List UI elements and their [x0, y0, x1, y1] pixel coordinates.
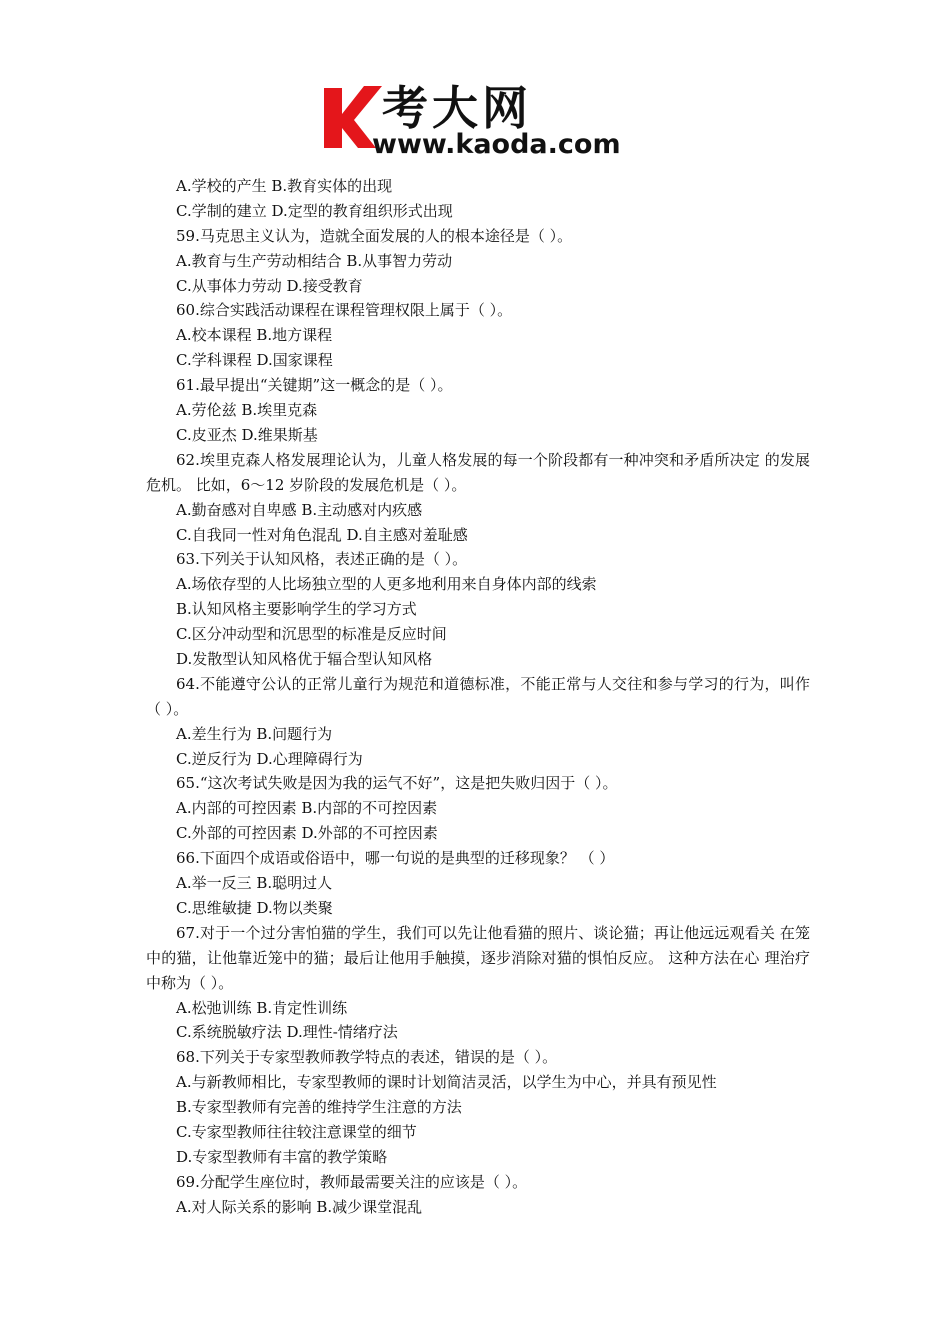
question-text: 63.下列关于认知风格，表述正确的是（ ）。 [176, 550, 468, 569]
question-text: 59.马克思主义认为，造就全面发展的人的根本途径是（ ）。 [176, 226, 573, 245]
question-text: 65.“这次考试失败是因为我的运气不好”，这是把失败归因于（ ）。 [176, 774, 618, 793]
option-text: D.发散型认知风格优于辐合型认知风格 [176, 649, 433, 668]
option-text: A.举一反三 B.聪明过人 [176, 874, 333, 892]
option-text: C.皮亚杰 D.维果斯基 [176, 425, 318, 444]
option-text: C.思维敏捷 D.物以类聚 [176, 898, 333, 917]
option-text: C.专家型教师往往较注意课堂的细节 [176, 1122, 417, 1141]
option-text: A.与新教师相比，专家型教师的课时计划简洁灵活，以学生为中心，并具有预见性 [176, 1073, 717, 1092]
option-text: C.外部的可控因素 D.外部的不可控因素 [176, 824, 438, 843]
option-text: C.自我同一性对角色混乱 D.自主感对羞耻感 [176, 525, 468, 544]
option-text: A.勤奋感对自卑感 B.主动感对内疚感 [176, 500, 423, 519]
option-text: C.学制的建立 D.定型的教育组织形式出现 [176, 201, 453, 220]
kaoda-logo [318, 82, 640, 160]
option-text: A.教育与生产劳动相结合 B.从事智力劳动 [176, 251, 453, 270]
option-text: C.从事体力劳动 D.接受教育 [176, 276, 363, 295]
option-text: A.学校的产生 B.教育实体的出现 [176, 177, 393, 195]
option-text: A.校本课程 B.地方课程 [176, 326, 333, 345]
question-text: 60.综合实践活动课程在课程管理权限上属于（ ）。 [176, 301, 513, 320]
document-body [146, 174, 810, 1220]
question-text: 64.不能遵守公认的正常儿童行为规范和道德标准，不能正常与人交往和参与学习的行为，叫作（ ）。 [146, 674, 810, 718]
option-text: A.对人际关系的影响 B.减少课堂混乱 [176, 1197, 423, 1216]
option-text: A.内部的可控因素 B.内部的不可控因素 [176, 799, 438, 818]
option-text: A.差生行为 B.问题行为 [176, 724, 333, 743]
option-text: C.区分冲动型和沉思型的标准是反应时间 [176, 625, 447, 644]
option-text: A.劳伦兹 B.埃里克森 [176, 401, 318, 420]
question-text: 68.下列关于专家型教师教学特点的表述，错误的是（ ）。 [176, 1048, 558, 1067]
question-text: 61.最早提出“关键期”这一概念的是（ ）。 [176, 376, 453, 395]
logo-brand-text: 考大网 [382, 81, 532, 135]
option-text: B.认知风格主要影响学生的学习方式 [176, 600, 417, 619]
question-text: 69.分配学生座位时，教师最需要关注的应该是（ ）。 [176, 1172, 528, 1191]
option-text: A.场依存型的人比场独立型的人更多地利用来自身体内部的线索 [176, 575, 597, 594]
question-text: 66.下面四个成语或俗语中，哪一句说的是典型的迁移现象？ （ ） [176, 849, 615, 868]
option-text: A.松弛训练 B.肯定性训练 [176, 998, 348, 1017]
option-text: B.专家型教师有完善的维持学生注意的方法 [176, 1098, 462, 1117]
option-text: C.逆反行为 D.心理障碍行为 [176, 749, 363, 768]
logo-url-text: www.kaoda.com [372, 129, 621, 160]
option-text: D.专家型教师有丰富的教学策略 [176, 1147, 388, 1166]
option-text: C.学科课程 D.国家课程 [176, 351, 333, 370]
question-text: 62.埃里克森人格发展理论认为，儿童人格发展的每一个阶段都有一种冲突和矛盾所决定 的发展危机。 比如，6～12 岁阶段的发展危机是（ ）。 [146, 450, 810, 494]
question-text: 67.对于一个过分害怕猫的学生，我们可以先让他看猫的照片、谈论猫；再让他远远观看关 在笼中的猫，让他靠近笼中的猫；最后让他用手触摸，逐步消除对猫的惧怕反应。 这种方法在心 理治疗中称为（ ）。 [146, 923, 810, 992]
option-text: C.系统脱敏疗法 D.理性-情绪疗法 [176, 1023, 398, 1042]
